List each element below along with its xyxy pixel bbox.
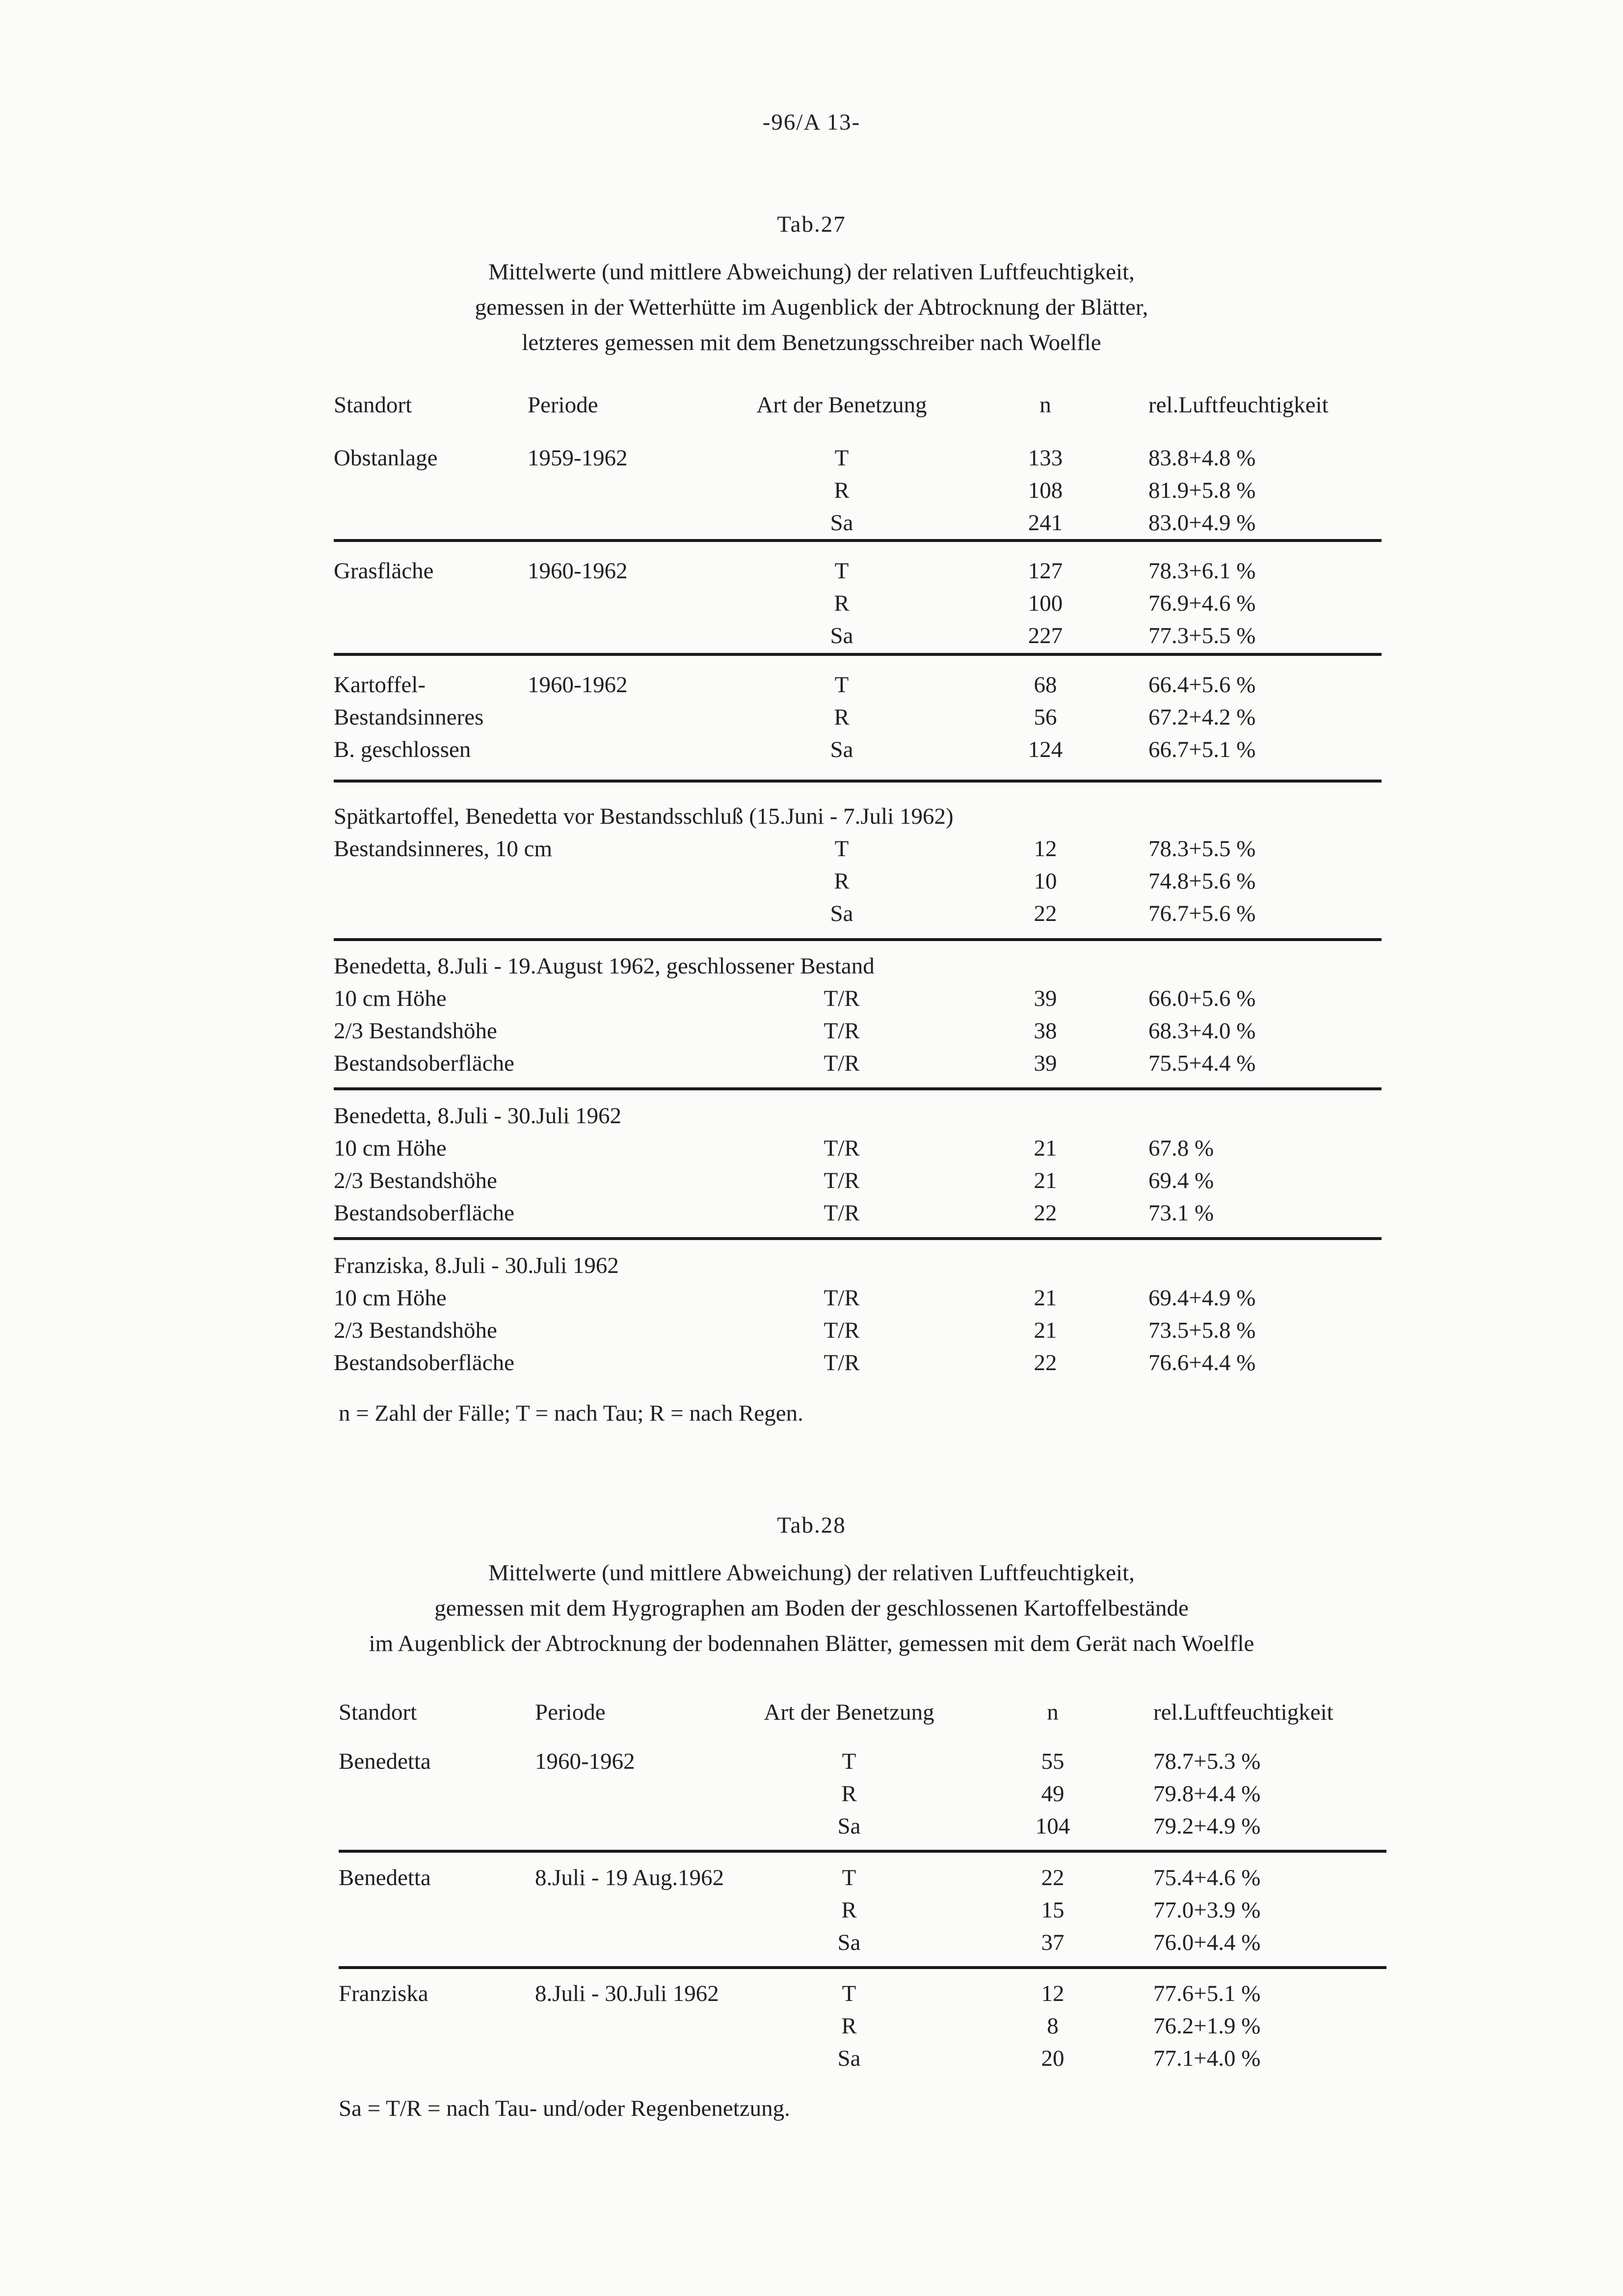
cell-rel-luftfeuchtigkeit: 69.4 % xyxy=(1148,1168,1214,1193)
group-heading-text: Spätkartoffel, Benedetta vor Bestandsschluß (15.Juni - 7.Juli 1962) xyxy=(334,804,954,829)
table-caption xyxy=(0,1555,1623,1661)
table-row xyxy=(0,833,1623,865)
cell-art-der-benetzung: T xyxy=(834,672,849,698)
cell-n: 124 xyxy=(1028,737,1063,762)
cell-art-der-benetzung: T/R xyxy=(824,1318,860,1343)
cell-rel-luftfeuchtigkeit: 66.4+5.6 % xyxy=(1148,672,1256,698)
cell-n: 133 xyxy=(1028,445,1063,471)
cell-rel-luftfeuchtigkeit: 76.9+4.6 % xyxy=(1148,591,1256,616)
cell-rel-luftfeuchtigkeit: 76.0+4.4 % xyxy=(1153,1930,1261,1955)
cell-rel-luftfeuchtigkeit: 77.6+5.1 % xyxy=(1153,1981,1261,2006)
cell-n: 22 xyxy=(1034,901,1057,926)
cell-n: 227 xyxy=(1028,623,1063,648)
cell-periode: 1960-1962 xyxy=(528,558,628,584)
cell-rel-luftfeuchtigkeit: 66.7+5.1 % xyxy=(1148,737,1256,762)
table-row xyxy=(0,1926,1623,1959)
header-n: n xyxy=(1047,1700,1059,1725)
cell-art-der-benetzung: Sa xyxy=(837,1813,861,1839)
group-heading-text: Franziska, 8.Juli - 30.Juli 1962 xyxy=(334,1253,619,1278)
cell-n: 22 xyxy=(1034,1200,1057,1226)
cell-n: 21 xyxy=(1034,1318,1057,1343)
cell-rel-luftfeuchtigkeit: 73.5+5.8 % xyxy=(1148,1318,1256,1343)
cell-art-der-benetzung: Sa xyxy=(830,901,853,926)
caption-line: Mittelwerte (und mittlere Abweichung) der relativen Luftfeuchtigkeit, xyxy=(488,1560,1135,1586)
cell-rel-luftfeuchtigkeit: 75.4+4.6 % xyxy=(1153,1865,1261,1891)
table-row xyxy=(0,1862,1623,1894)
cell-rel-luftfeuchtigkeit: 79.8+4.4 % xyxy=(1153,1781,1261,1807)
table-row xyxy=(0,555,1623,587)
table-title: Tab.28 xyxy=(777,1513,846,1538)
cell-periode: 1960-1962 xyxy=(528,672,628,698)
cell-n: 12 xyxy=(1041,1981,1064,2006)
cell-art-der-benetzung: T/R xyxy=(824,1168,860,1193)
table-row xyxy=(0,1745,1623,1778)
cell-rel-luftfeuchtigkeit: 67.8 % xyxy=(1148,1135,1214,1161)
table-row xyxy=(0,1977,1623,2010)
cell-art-der-benetzung: T/R xyxy=(824,1285,860,1311)
cell-art-der-benetzung: Sa xyxy=(837,1930,861,1955)
table-row xyxy=(0,669,1623,701)
table-row xyxy=(0,1015,1623,1047)
header-standort: Standort xyxy=(339,1700,417,1725)
caption-line: gemessen mit dem Hygrographen am Boden der geschlossenen Kartoffelbestände xyxy=(434,1595,1189,1621)
cell-n: 37 xyxy=(1041,1930,1064,1955)
cell-n: 39 xyxy=(1034,986,1057,1011)
cell-rel-luftfeuchtigkeit: 68.3+4.0 % xyxy=(1148,1018,1256,1044)
table-row xyxy=(0,2042,1623,2075)
header-art-der-benetzung: Art der Benetzung xyxy=(764,1700,934,1725)
cell-art-der-benetzung: R xyxy=(841,2013,857,2039)
cell-standort: 10 cm Höhe xyxy=(334,1135,447,1161)
table-divider xyxy=(339,1850,1386,1853)
table-row xyxy=(0,507,1623,539)
cell-periode: 1959-1962 xyxy=(528,445,628,471)
table-row xyxy=(0,733,1623,766)
cell-rel-luftfeuchtigkeit: 76.6+4.4 % xyxy=(1148,1350,1256,1376)
table-row xyxy=(0,1282,1623,1314)
cell-periode: 8.Juli - 19 Aug.1962 xyxy=(535,1865,724,1891)
cell-art-der-benetzung: R xyxy=(841,1781,857,1807)
table-divider xyxy=(334,1237,1382,1240)
cell-n: 21 xyxy=(1034,1135,1057,1161)
cell-art-der-benetzung: T xyxy=(842,1865,856,1891)
cell-art-der-benetzung: Sa xyxy=(830,623,853,648)
cell-standort: Bestandsoberfläche xyxy=(334,1200,515,1226)
cell-standort: Kartoffel- xyxy=(334,672,426,698)
cell-standort: Bestandsinneres, 10 cm xyxy=(334,836,553,862)
caption-line: gemessen in der Wetterhütte im Augenblick der Abtrocknung der Blätter, xyxy=(475,295,1148,320)
group-heading-text: Benedetta, 8.Juli - 19.August 1962, geschlossener Bestand xyxy=(334,953,875,979)
table-row xyxy=(0,1047,1623,1080)
header-n: n xyxy=(1039,392,1051,418)
cell-rel-luftfeuchtigkeit: 77.1+4.0 % xyxy=(1153,2046,1261,2071)
table-row xyxy=(0,2010,1623,2042)
cell-standort: Bestandsoberfläche xyxy=(334,1350,515,1376)
cell-standort: Grasfläche xyxy=(334,558,434,584)
table-title: Tab.27 xyxy=(777,212,846,237)
cell-art-der-benetzung: T xyxy=(834,558,849,584)
group-heading xyxy=(0,800,1623,833)
cell-rel-luftfeuchtigkeit: 74.8+5.6 % xyxy=(1148,868,1256,894)
cell-periode: 1960-1962 xyxy=(535,1749,635,1774)
table-row xyxy=(0,474,1623,507)
cell-art-der-benetzung: T xyxy=(842,1749,856,1774)
group-heading xyxy=(0,1100,1623,1132)
cell-art-der-benetzung: T/R xyxy=(824,1200,860,1226)
cell-n: 241 xyxy=(1028,510,1063,536)
header-rel-luftfeuchtigkeit: rel.Luftfeuchtigkeit xyxy=(1153,1700,1333,1725)
cell-rel-luftfeuchtigkeit: 77.0+3.9 % xyxy=(1153,1897,1261,1923)
cell-standort: Obstanlage xyxy=(334,445,438,471)
table-row xyxy=(0,1347,1623,1379)
cell-n: 68 xyxy=(1034,672,1057,698)
cell-n: 108 xyxy=(1028,478,1063,503)
cell-standort: 2/3 Bestandshöhe xyxy=(334,1168,497,1193)
cell-art-der-benetzung: Sa xyxy=(830,737,853,762)
table-footnote: Sa = T/R = nach Tau- und/oder Regenbenetzung. xyxy=(339,2096,790,2121)
cell-art-der-benetzung: R xyxy=(834,868,850,894)
cell-rel-luftfeuchtigkeit: 78.3+6.1 % xyxy=(1148,558,1256,584)
cell-art-der-benetzung: R xyxy=(834,704,850,730)
cell-art-der-benetzung: T/R xyxy=(824,986,860,1011)
cell-periode: 8.Juli - 30.Juli 1962 xyxy=(535,1981,719,2006)
table-caption xyxy=(0,254,1623,360)
cell-n: 56 xyxy=(1034,704,1057,730)
cell-art-der-benetzung: T/R xyxy=(824,1018,860,1044)
table-row xyxy=(0,865,1623,897)
table-row xyxy=(0,701,1623,733)
table-divider xyxy=(334,653,1382,656)
cell-standort: Bestandsinneres xyxy=(334,704,484,730)
table-footnote: n = Zahl der Fälle; T = nach Tau; R = nach Regen. xyxy=(339,1401,803,1426)
cell-art-der-benetzung: T/R xyxy=(824,1135,860,1161)
cell-rel-luftfeuchtigkeit: 67.2+4.2 % xyxy=(1148,704,1256,730)
group-heading-text: Benedetta, 8.Juli - 30.Juli 1962 xyxy=(334,1103,622,1129)
table-row xyxy=(0,1164,1623,1197)
table-divider xyxy=(334,780,1382,783)
table-row xyxy=(0,1314,1623,1347)
cell-n: 127 xyxy=(1028,558,1063,584)
cell-n: 20 xyxy=(1041,2046,1064,2071)
cell-n: 10 xyxy=(1034,868,1057,894)
table-divider xyxy=(334,539,1382,542)
cell-n: 100 xyxy=(1028,591,1063,616)
cell-standort: 10 cm Höhe xyxy=(334,1285,447,1311)
header-periode: Periode xyxy=(528,392,598,418)
cell-n: 55 xyxy=(1041,1749,1064,1774)
cell-n: 8 xyxy=(1047,2013,1059,2039)
cell-standort: Benedetta xyxy=(339,1865,431,1891)
cell-art-der-benetzung: Sa xyxy=(830,510,853,536)
caption-line: letzteres gemessen mit dem Benetzungsschreiber nach Woelfle xyxy=(522,330,1101,355)
table-row xyxy=(0,1810,1623,1842)
cell-standort: B. geschlossen xyxy=(334,737,471,762)
cell-rel-luftfeuchtigkeit: 83.0+4.9 % xyxy=(1148,510,1256,536)
table-row xyxy=(0,897,1623,930)
table-divider xyxy=(334,1087,1382,1090)
cell-rel-luftfeuchtigkeit: 69.4+4.9 % xyxy=(1148,1285,1256,1311)
cell-art-der-benetzung: R xyxy=(834,591,850,616)
cell-art-der-benetzung: T xyxy=(834,836,849,862)
header-periode: Periode xyxy=(535,1700,606,1725)
table-row xyxy=(0,1778,1623,1810)
table-row xyxy=(0,1894,1623,1926)
cell-standort: Franziska xyxy=(339,1981,428,2006)
cell-art-der-benetzung: T xyxy=(842,1981,856,2006)
cell-n: 21 xyxy=(1034,1168,1057,1193)
cell-n: 22 xyxy=(1041,1865,1064,1891)
caption-line: im Augenblick der Abtrocknung der bodennahen Blätter, gemessen mit dem Gerät nach Woelfle xyxy=(369,1631,1254,1656)
table-row xyxy=(0,620,1623,652)
caption-line: Mittelwerte (und mittlere Abweichung) der relativen Luftfeuchtigkeit, xyxy=(488,259,1135,285)
cell-n: 38 xyxy=(1034,1018,1057,1044)
cell-standort: Bestandsoberfläche xyxy=(334,1051,515,1076)
cell-n: 104 xyxy=(1035,1813,1070,1839)
cell-rel-luftfeuchtigkeit: 77.3+5.5 % xyxy=(1148,623,1256,648)
header-rel-luftfeuchtigkeit: rel.Luftfeuchtigkeit xyxy=(1148,392,1329,418)
cell-n: 39 xyxy=(1034,1051,1057,1076)
cell-art-der-benetzung: T/R xyxy=(824,1350,860,1376)
cell-rel-luftfeuchtigkeit: 75.5+4.4 % xyxy=(1148,1051,1256,1076)
cell-rel-luftfeuchtigkeit: 79.2+4.9 % xyxy=(1153,1813,1261,1839)
header-standort: Standort xyxy=(334,392,412,418)
cell-art-der-benetzung: T xyxy=(834,445,849,471)
cell-rel-luftfeuchtigkeit: 83.8+4.8 % xyxy=(1148,445,1256,471)
cell-n: 12 xyxy=(1034,836,1057,862)
page-number: -96/A 13- xyxy=(762,109,861,135)
cell-rel-luftfeuchtigkeit: 76.7+5.6 % xyxy=(1148,901,1256,926)
cell-rel-luftfeuchtigkeit: 66.0+5.6 % xyxy=(1148,986,1256,1011)
cell-art-der-benetzung: Sa xyxy=(837,2046,861,2071)
table-divider xyxy=(334,938,1382,941)
cell-art-der-benetzung: R xyxy=(834,478,850,503)
cell-rel-luftfeuchtigkeit: 78.3+5.5 % xyxy=(1148,836,1256,862)
table-row xyxy=(0,982,1623,1015)
cell-rel-luftfeuchtigkeit: 78.7+5.3 % xyxy=(1153,1749,1261,1774)
header-art-der-benetzung: Art der Benetzung xyxy=(756,392,927,418)
cell-standort: 2/3 Bestandshöhe xyxy=(334,1018,497,1044)
table-row xyxy=(0,442,1623,474)
cell-rel-luftfeuchtigkeit: 81.9+5.8 % xyxy=(1148,478,1256,503)
table-header-row xyxy=(0,389,1623,421)
cell-art-der-benetzung: T/R xyxy=(824,1051,860,1076)
table-row xyxy=(0,587,1623,620)
cell-n: 22 xyxy=(1034,1350,1057,1376)
cell-rel-luftfeuchtigkeit: 73.1 % xyxy=(1148,1200,1214,1226)
cell-standort: 10 cm Höhe xyxy=(334,986,447,1011)
cell-art-der-benetzung: R xyxy=(841,1897,857,1923)
group-heading xyxy=(0,1249,1623,1282)
cell-standort: 2/3 Bestandshöhe xyxy=(334,1318,497,1343)
group-heading xyxy=(0,950,1623,982)
cell-standort: Benedetta xyxy=(339,1749,431,1774)
table-row xyxy=(0,1197,1623,1229)
table-row xyxy=(0,1132,1623,1164)
table-header-row xyxy=(0,1696,1623,1729)
table-divider xyxy=(339,1966,1386,1969)
cell-n: 15 xyxy=(1041,1897,1064,1923)
cell-n: 49 xyxy=(1041,1781,1064,1807)
cell-rel-luftfeuchtigkeit: 76.2+1.9 % xyxy=(1153,2013,1261,2039)
cell-n: 21 xyxy=(1034,1285,1057,1311)
